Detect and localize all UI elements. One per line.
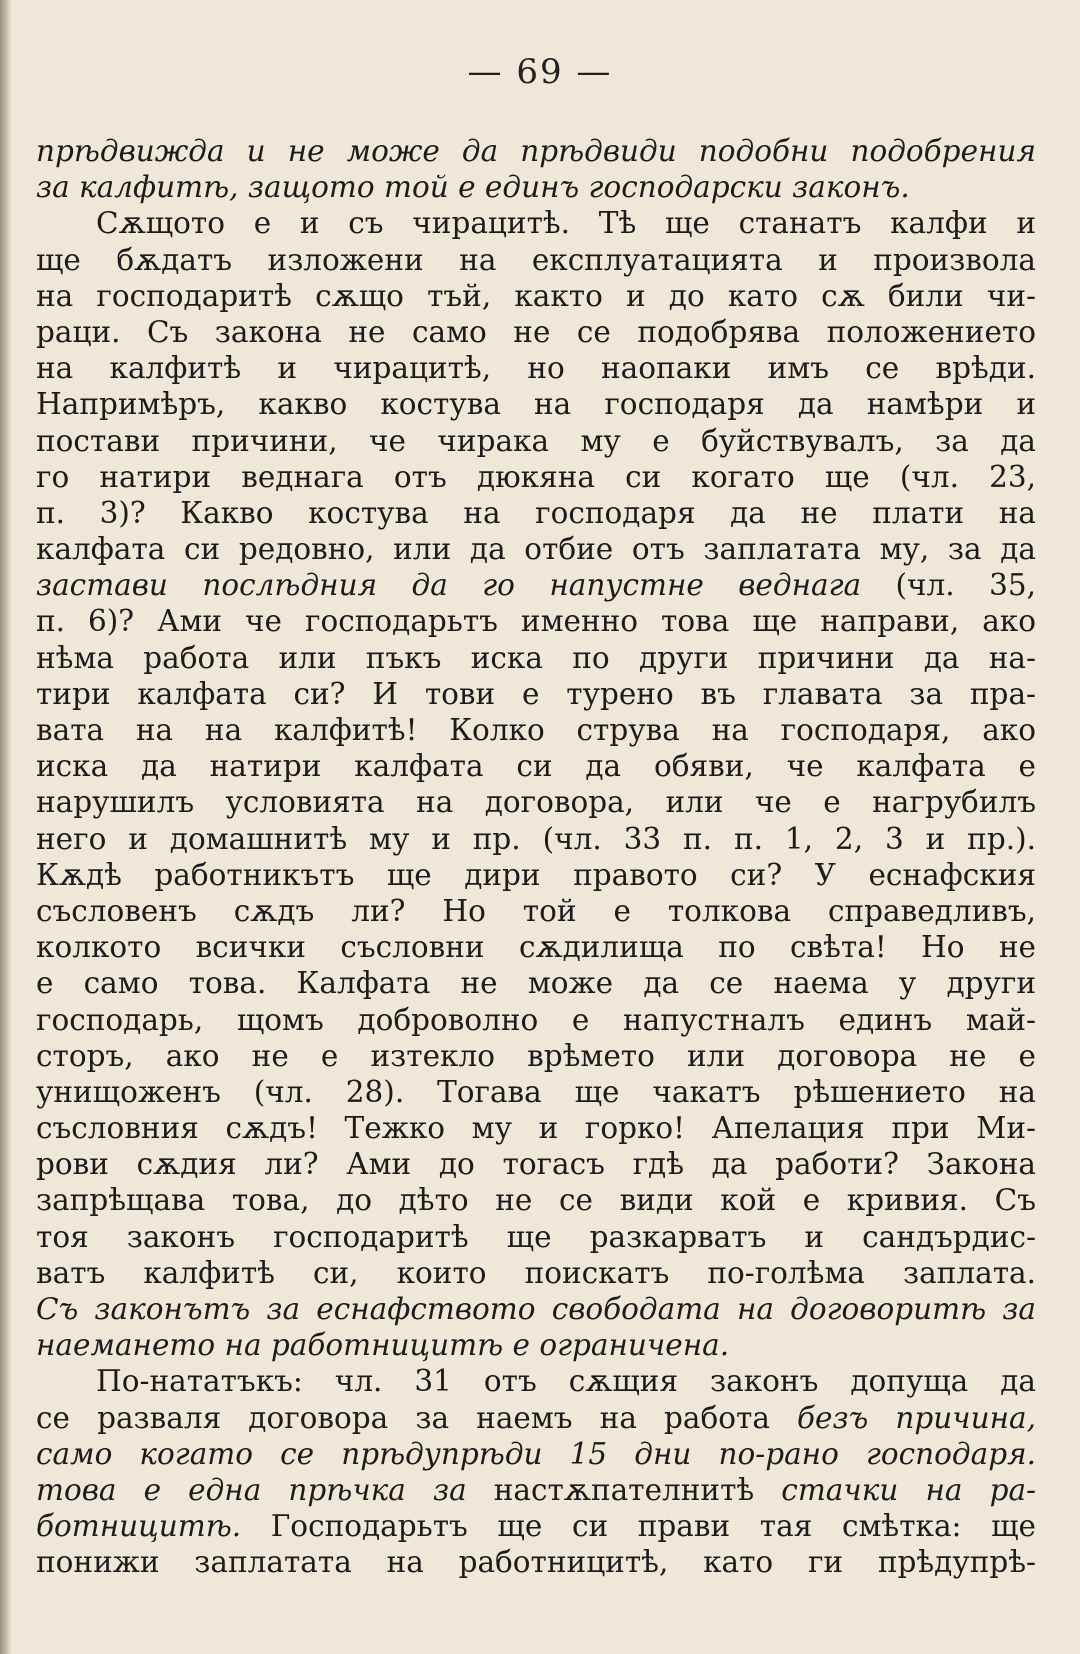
text-line	[36, 784, 1036, 820]
text-line	[36, 1472, 1036, 1508]
text-line	[36, 712, 1036, 748]
text-segment: Кѫдѣ работникътъ ще дири правото си? У еснафския	[36, 857, 1036, 892]
italic-text-segment: само когато се прѣдупрѣди 15 дни по-рано господаря.	[36, 1436, 1036, 1471]
text-line	[36, 676, 1036, 712]
italic-text-segment: застави послѣдния да го напустне веднага	[36, 568, 862, 603]
text-line	[36, 1182, 1036, 1218]
text-line	[36, 1436, 1036, 1472]
italic-text-segment: това е една прѣчка за	[36, 1472, 494, 1507]
italic-text-segment: стачки на ра-	[754, 1472, 1036, 1507]
text-line	[36, 169, 1036, 205]
text-segment: съсловния сѫдъ! Тежко му и горко! Апелация при Ми-	[36, 1111, 1036, 1146]
text-line	[36, 1400, 1036, 1436]
text-line	[36, 423, 1036, 459]
text-segment: него и домашнитѣ му и пр. (чл. 33 п. п. 1, 2, 3 и пр.).	[36, 821, 1036, 856]
text-line	[36, 1544, 1036, 1580]
text-segment: господарь, щомъ доброволно е напустналъ единъ май-	[36, 1002, 1036, 1037]
text-line	[36, 893, 1036, 929]
text-segment: сторъ, ако не е изтекло врѣмето или договора не е	[36, 1038, 1036, 1073]
text-segment: на калфитѣ и чирацитѣ, но наопаки имъ се врѣди.	[36, 351, 1036, 386]
text-line	[36, 133, 1036, 169]
text-segment: колкото всички съсловни сѫдилища по свѣта! Но не	[36, 930, 1036, 965]
text-line	[36, 1110, 1036, 1146]
text-segment: се разваля договора за наемъ на работа	[36, 1400, 798, 1435]
text-segment: п. 3)? Какво костува на господаря да не плати на	[36, 495, 1036, 530]
text-line	[36, 640, 1036, 676]
text-line	[36, 386, 1036, 422]
text-segment: съсловенъ сѫдъ ли? Но той е толкова справедливъ,	[36, 893, 1036, 928]
text-line	[36, 495, 1036, 531]
page-number: — 69 —	[467, 52, 613, 92]
binding-edge-shadow	[0, 0, 12, 1654]
text-segment: тоя законъ господаритѣ ще разкарватъ и сандърдис-	[36, 1219, 1036, 1254]
text-line	[36, 1291, 1036, 1327]
text-line	[36, 1255, 1036, 1291]
text-segment: калфата си редовно, или да отбие отъ заплатата му, за да	[36, 532, 1036, 567]
text-segment: постави причини, че чирака му е буйствувалъ, за да	[36, 423, 1036, 458]
text-segment: раци. Съ закона не само не се подобрява положението	[36, 314, 1036, 349]
text-segment: запрѣщава това, до дѣто не се види кой е кривия. Съ	[36, 1183, 1036, 1218]
text-line	[36, 531, 1036, 567]
italic-text-segment: наемането на работницитѣ е ограничена.	[36, 1328, 730, 1363]
text-line	[36, 350, 1036, 386]
text-segment: тири калфата си? И тови е турено въ главата за пра-	[36, 676, 1036, 711]
text-segment: настѫпателнитѣ	[493, 1472, 755, 1507]
text-line	[36, 1002, 1036, 1038]
text-segment: унищоженъ (чл. 28). Тогава ще чакатъ рѣшението на	[36, 1074, 1036, 1109]
text-line	[36, 1074, 1036, 1110]
italic-text-segment: за калфитѣ, защото той е единъ господарски законъ.	[36, 170, 910, 205]
text-segment: ще бѫдатъ изложени на експлуатацията и произвола	[36, 242, 1036, 277]
text-segment: Сѫщото е и съ чирацитѣ. Тѣ ще станатъ калфи и	[96, 206, 1036, 241]
text-line	[36, 1363, 1036, 1399]
text-segment: (чл. 35,	[861, 568, 1036, 603]
text-segment: По-нататъкъ: чл. 31 отъ сѫщия законъ допуща да	[96, 1364, 1036, 1399]
text-segment: е само това. Калфата не може да се наема у други	[36, 966, 1036, 1001]
text-segment: Господарьтъ ще си прави тая смѣтка: ще	[241, 1509, 1036, 1544]
text-line	[36, 1327, 1036, 1363]
text-line	[36, 1219, 1036, 1255]
text-segment: ватъ калфитѣ си, които поискатъ по-голѣма заплата.	[36, 1255, 1036, 1290]
text-line	[36, 314, 1036, 350]
text-line	[36, 459, 1036, 495]
text-segment: Напримѣръ, какво костува на господаря да намѣри и	[36, 387, 1036, 422]
text-segment: иска да натири калфата си да обяви, че калфата е	[36, 749, 1036, 784]
text-line	[36, 242, 1036, 278]
text-line	[36, 857, 1036, 893]
text-line	[36, 748, 1036, 784]
text-line	[36, 821, 1036, 857]
text-line	[36, 278, 1036, 314]
text-segment: нарушилъ условията на договора, или че е нагрубилъ	[36, 785, 1036, 820]
text-segment: на господаритѣ сѫщо тъй, както и до като сѫ били чи-	[36, 278, 1036, 313]
text-line	[36, 929, 1036, 965]
text-segment: понижи заплатата на работницитѣ, като ги прѣдупрѣ-	[36, 1545, 1036, 1580]
body-text	[36, 133, 1036, 1581]
text-segment: нѣма работа или пъкъ иска по други причини да на-	[36, 640, 1036, 675]
text-segment: вата на на калфитѣ! Колко струва на господаря, ако	[36, 713, 1036, 747]
text-line	[36, 1038, 1036, 1074]
text-segment: рови сѫдия ли? Ами до тогасъ гдѣ да работи? Закона	[36, 1147, 1036, 1182]
italic-text-segment: прѣдвижда и не може да прѣдвиди подобни подобрения	[36, 134, 1036, 168]
text-segment: п. 6)? Ами че господарьтъ именно това ще направи, ако	[36, 604, 1036, 639]
italic-text-segment: безъ причина,	[797, 1400, 1036, 1435]
text-line	[36, 965, 1036, 1001]
text-segment: го натири веднага отъ дюкяна си когато ще (чл. 23,	[36, 459, 1036, 494]
text-line	[36, 567, 1036, 603]
text-line	[36, 205, 1036, 241]
text-line	[36, 1146, 1036, 1182]
text-line	[36, 603, 1036, 639]
italic-text-segment: ботницитѣ.	[36, 1509, 242, 1544]
text-line	[36, 1508, 1036, 1544]
italic-text-segment: Съ законътъ за еснафството свободата на договоритѣ за	[36, 1292, 1036, 1326]
